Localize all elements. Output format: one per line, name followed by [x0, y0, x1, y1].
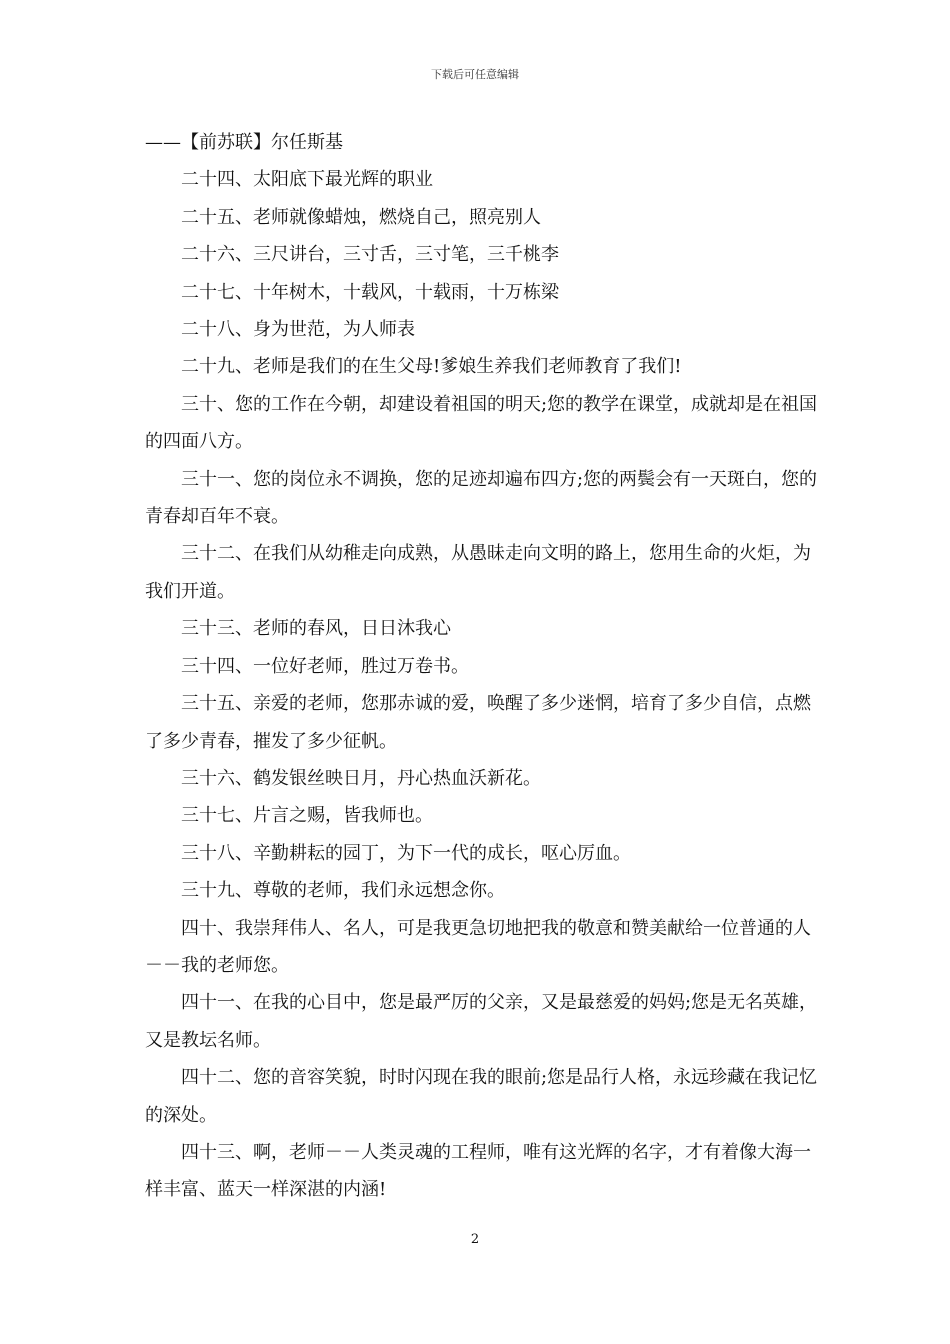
list-item: 三十七、片言之赐，皆我师也。	[181, 805, 433, 827]
page-number: 2	[470, 1232, 480, 1247]
list-item: 三十九、尊敬的老师，我们永远想念你。	[181, 880, 505, 902]
list-item: 三十六、鹤发银丝映日月，丹心热血沃新花。	[181, 767, 541, 789]
list-item: 四十一、在我的心目中，您是最严厉的父亲，又是最慈爱的妈妈;您是无名英雄，又是教坛名师。	[145, 992, 818, 1051]
page-header: 下载后可任意编辑	[431, 68, 519, 81]
list-item: 四十、我崇拜伟人、名人，可是我更急切地把我的敬意和赞美献给一位普通的人－－我的老师您。	[145, 917, 811, 976]
list-item: 四十三、啊，老师－－人类灵魂的工程师，唯有这光辉的名字，才有着像大海一样丰富、蓝天一样深湛的内涵!	[145, 1141, 811, 1201]
list-item: 二十四、太阳底下最光辉的职业	[181, 169, 433, 191]
list-item: 二十六、三尺讲台，三寸舌，三寸笔，三千桃李	[181, 244, 559, 266]
list-item: 三十、您的工作在今朝，却建设着祖国的明天;您的教学在课堂，成就却是在祖国的四面八方。	[145, 393, 818, 453]
list-item: 三十五、亲爱的老师，您那赤诚的爱，唤醒了多少迷惘，培育了多少自信，点燃了多少青春，摧发了多少征帆。	[145, 693, 811, 752]
document-body	[145, 124, 825, 1209]
list-item: 二十九、老师是我们的在生父母!爹娘生养我们老师教育了我们!	[181, 356, 682, 378]
list-item: 三十一、您的岗位永不调换，您的足迹却遍布四方;您的两鬓会有一天斑白，您的青春却百年不衰。	[145, 468, 818, 528]
list-item: 四十二、您的音容笑貌，时时闪现在我的眼前;您是品行人格，永远珍藏在我记忆的深处。	[145, 1067, 818, 1126]
list-item: 二十五、老师就像蜡烛，燃烧自己，照亮别人	[181, 206, 541, 228]
list-item: 三十三、老师的春风，日日沐我心	[181, 618, 451, 640]
list-item: 三十二、在我们从幼稚走向成熟，从愚昧走向文明的路上，您用生命的火炬，为我们开道。	[145, 543, 811, 602]
list-item: 三十四、一位好老师，胜过万卷书。	[181, 655, 469, 677]
list-item: 二十八、身为世范，为人师表	[181, 319, 415, 341]
quote-attribution: ——【前苏联】尔任斯基	[145, 132, 343, 153]
list-item: 三十八、辛勤耕耘的园丁，为下一代的成长，呕心厉血。	[181, 842, 631, 864]
list-item: 二十七、十年树木，十载风，十载雨，十万栋梁	[181, 281, 559, 303]
